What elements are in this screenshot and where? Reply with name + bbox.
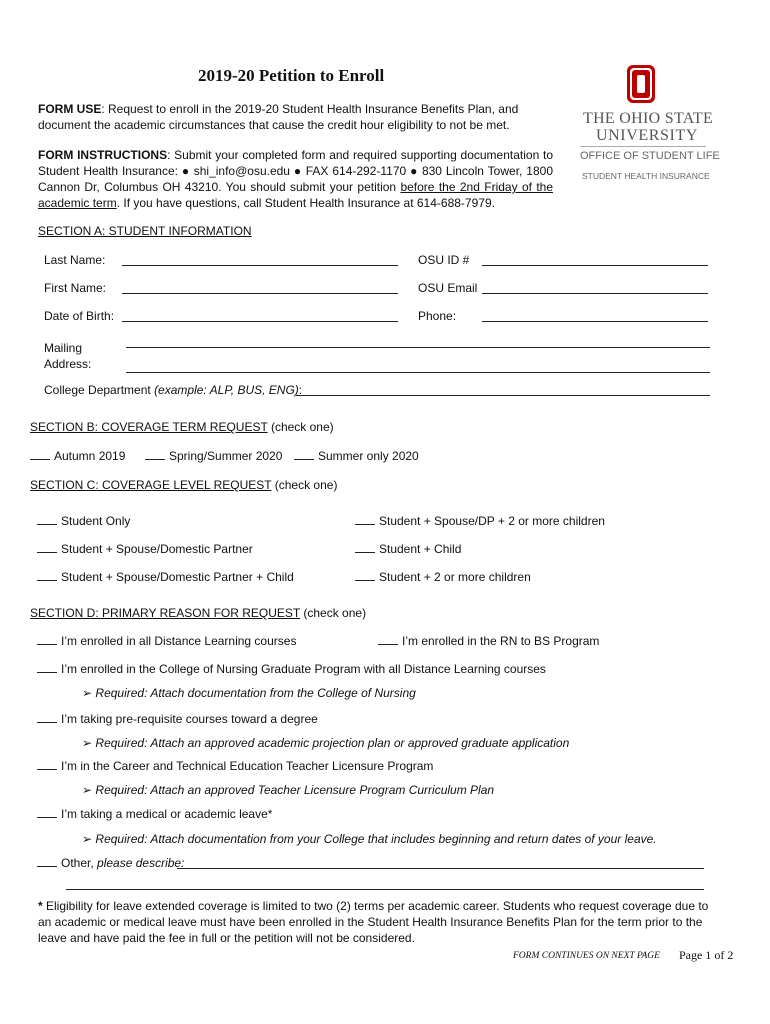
- phone-label: Phone:: [418, 309, 457, 323]
- last-name-field[interactable]: [122, 265, 398, 266]
- checkbox-blank[interactable]: [355, 541, 375, 553]
- first-name-label: First Name:: [44, 281, 107, 295]
- requirement-text: Required: Attach an approved academic projection plan or approved graduate application: [95, 736, 570, 750]
- requirement-text: Required: Attach documentation from the College of Nursing: [95, 686, 416, 700]
- option-label: Student Only: [61, 514, 131, 528]
- checkbox-blank[interactable]: [37, 711, 57, 723]
- reason-prerequisite[interactable]: [37, 711, 318, 727]
- section-d-note: (check one): [300, 606, 367, 620]
- form-instructions-paragraph: [38, 147, 553, 211]
- option-student-only[interactable]: [37, 513, 130, 529]
- section-b-note: (check one): [267, 420, 334, 434]
- checkbox-blank[interactable]: [378, 633, 398, 645]
- option-label: Student + Spouse/Domestic Partner + Child: [61, 570, 294, 584]
- form-continues-note: FORM CONTINUES ON NEXT PAGE: [513, 951, 660, 961]
- option-student-spouse-dp-child[interactable]: [37, 569, 294, 585]
- college-label: [44, 382, 302, 398]
- checkbox-blank[interactable]: [355, 513, 375, 525]
- logo-line-2: UNIVERSITY: [596, 127, 698, 144]
- address-label: Address:: [44, 357, 92, 371]
- reason-nursing-graduate[interactable]: [37, 661, 546, 677]
- arrow-bullet-icon: ➢: [82, 686, 93, 700]
- option-autumn-2019[interactable]: [30, 448, 125, 464]
- form-use-text: : Request to enroll in the 2019-20 Student Health Insurance Benefits Plan, and document the academic circumstances that cause the credit hour eligibility to not be met.: [38, 102, 519, 132]
- first-name-field[interactable]: [122, 293, 398, 294]
- osu-id-label: OSU ID #: [418, 253, 470, 267]
- checkbox-blank[interactable]: [37, 513, 57, 525]
- other-describe: please describe:: [97, 856, 185, 870]
- requirement-text: Required: Attach documentation from your College that includes beginning and return dates of your leave.: [95, 832, 657, 846]
- osu-email-label: OSU Email: [418, 281, 478, 295]
- page-number: Page 1 of 2: [679, 948, 734, 962]
- checkbox-blank[interactable]: [37, 806, 57, 818]
- checkbox-blank[interactable]: [37, 569, 57, 581]
- mailing-address-line-2[interactable]: [126, 372, 710, 373]
- option-label: Student + Spouse/Domestic Partner: [61, 542, 253, 556]
- logo-line-1: THE OHIO STATE: [583, 110, 714, 127]
- college-field[interactable]: [296, 395, 710, 396]
- section-a-heading: SECTION A: STUDENT INFORMATION: [38, 224, 252, 238]
- reason-label: I’m enrolled in the RN to BS Program: [402, 634, 600, 648]
- career-requirement: [82, 782, 494, 798]
- section-d-heading-row: [30, 605, 366, 621]
- form-instructions-end: . If you have questions, call Student Health Insurance at 614-688-7979.: [116, 196, 495, 210]
- option-label: Student + Child: [379, 542, 462, 556]
- prereq-requirement: [82, 735, 569, 751]
- footnote-text: Eligibility for leave extended coverage is limited to two (2) terms per academic career. Students who request coverage due to an academic or medical leave must have been enrolled in the Student Health Insurance Benefits Plan for the term prior to the leave and have paid the fee in full or the petition will not be considered.: [38, 899, 709, 945]
- option-label: Autumn 2019: [54, 449, 126, 463]
- last-name-label: Last Name:: [44, 253, 106, 267]
- section-b-heading-row: [30, 419, 334, 435]
- other-describe-field-2[interactable]: [66, 889, 704, 890]
- footnote: [38, 898, 724, 946]
- osu-id-field[interactable]: [482, 265, 708, 266]
- deadline-text: before the 2nd Friday of the academic term: [38, 180, 553, 210]
- section-c-note: (check one): [271, 478, 338, 492]
- checkbox-blank[interactable]: [30, 448, 50, 460]
- option-student-spouse-dp[interactable]: [37, 541, 253, 557]
- mailing-address-line-1[interactable]: [126, 347, 710, 348]
- reason-label: I’m enrolled in all Distance Learning courses: [61, 634, 297, 648]
- checkbox-blank[interactable]: [145, 448, 165, 460]
- reason-label: I’m in the Career and Technical Education Teacher Licensure Program: [61, 759, 434, 773]
- checkbox-blank[interactable]: [37, 758, 57, 770]
- logo-line-3: OFFICE OF STUDENT LIFE: [580, 150, 720, 162]
- requirement-text: Required: Attach an approved Teacher Licensure Program Curriculum Plan: [95, 783, 495, 797]
- arrow-bullet-icon: ➢: [82, 832, 93, 846]
- other-label: Other,: [61, 856, 98, 870]
- option-label: Student + Spouse/DP + 2 or more children: [379, 514, 605, 528]
- section-b-heading: SECTION B: COVERAGE TERM REQUEST: [30, 420, 268, 434]
- leave-requirement: [82, 831, 657, 847]
- ohio-state-block-o-logo: [626, 64, 656, 104]
- osu-email-field[interactable]: [482, 293, 708, 294]
- form-instructions-label: FORM INSTRUCTIONS: [38, 148, 168, 162]
- reason-other[interactable]: [37, 855, 184, 871]
- option-summer-only-2020[interactable]: [294, 448, 419, 464]
- option-student-child[interactable]: [355, 541, 461, 557]
- checkbox-blank[interactable]: [355, 569, 375, 581]
- option-label: Summer only 2020: [318, 449, 419, 463]
- checkbox-blank[interactable]: [37, 633, 57, 645]
- form-use-paragraph: [38, 101, 553, 133]
- mailing-label: Mailing: [44, 341, 83, 355]
- checkbox-blank[interactable]: [294, 448, 314, 460]
- page-title: 2019-20 Petition to Enroll: [198, 66, 385, 85]
- form-instructions-text: : Submit your completed form and required supporting documentation to Student Health Insurance: ● shi_info@osu.edu ● FAX 614-292-1170 ● 830 Lincoln Tower, 1800 Cannon Dr, Columbus OH 43210. You should submit your petition: [38, 148, 553, 194]
- reason-rn-to-bs[interactable]: [378, 633, 599, 649]
- logo-divider: [580, 146, 706, 147]
- phone-field[interactable]: [482, 321, 708, 322]
- checkbox-blank[interactable]: [37, 661, 57, 673]
- section-c-heading: SECTION C: COVERAGE LEVEL REQUEST: [30, 478, 272, 492]
- nursing-requirement: [82, 685, 416, 701]
- option-spring-summer-2020[interactable]: [145, 448, 282, 464]
- footnote-star: *: [38, 899, 43, 913]
- logo-line-4: STUDENT HEALTH INSURANCE: [582, 171, 710, 181]
- form-use-label: FORM USE: [38, 102, 102, 116]
- college-label-text: College Department: [44, 383, 155, 397]
- arrow-bullet-icon: ➢: [82, 783, 93, 797]
- reason-career-technical[interactable]: [37, 758, 433, 774]
- dob-label: Date of Birth:: [44, 309, 115, 323]
- option-student-2-children[interactable]: [355, 569, 531, 585]
- college-example: (example: ALP, BUS, ENG): [154, 383, 299, 397]
- option-student-spouse-dp-2-children[interactable]: [355, 513, 605, 529]
- option-label: Student + 2 or more children: [379, 570, 531, 584]
- other-describe-field[interactable]: [177, 868, 704, 869]
- dob-field[interactable]: [122, 321, 398, 322]
- reason-label: I’m taking pre-requisite courses toward a degree: [61, 712, 318, 726]
- section-d-heading: SECTION D: PRIMARY REASON FOR REQUEST: [30, 606, 301, 620]
- reason-label: I’m taking a medical or academic leave*: [61, 807, 273, 821]
- section-c-heading-row: [30, 477, 337, 493]
- arrow-bullet-icon: ➢: [82, 736, 93, 750]
- reason-medical-academic-leave[interactable]: [37, 806, 272, 822]
- college-colon: :: [298, 383, 303, 397]
- reason-label: I’m enrolled in the College of Nursing Graduate Program with all Distance Learning courses: [61, 662, 546, 676]
- option-label: Spring/Summer 2020: [169, 449, 283, 463]
- checkbox-blank[interactable]: [37, 541, 57, 553]
- checkbox-blank[interactable]: [37, 855, 57, 867]
- reason-distance-learning[interactable]: [37, 633, 296, 649]
